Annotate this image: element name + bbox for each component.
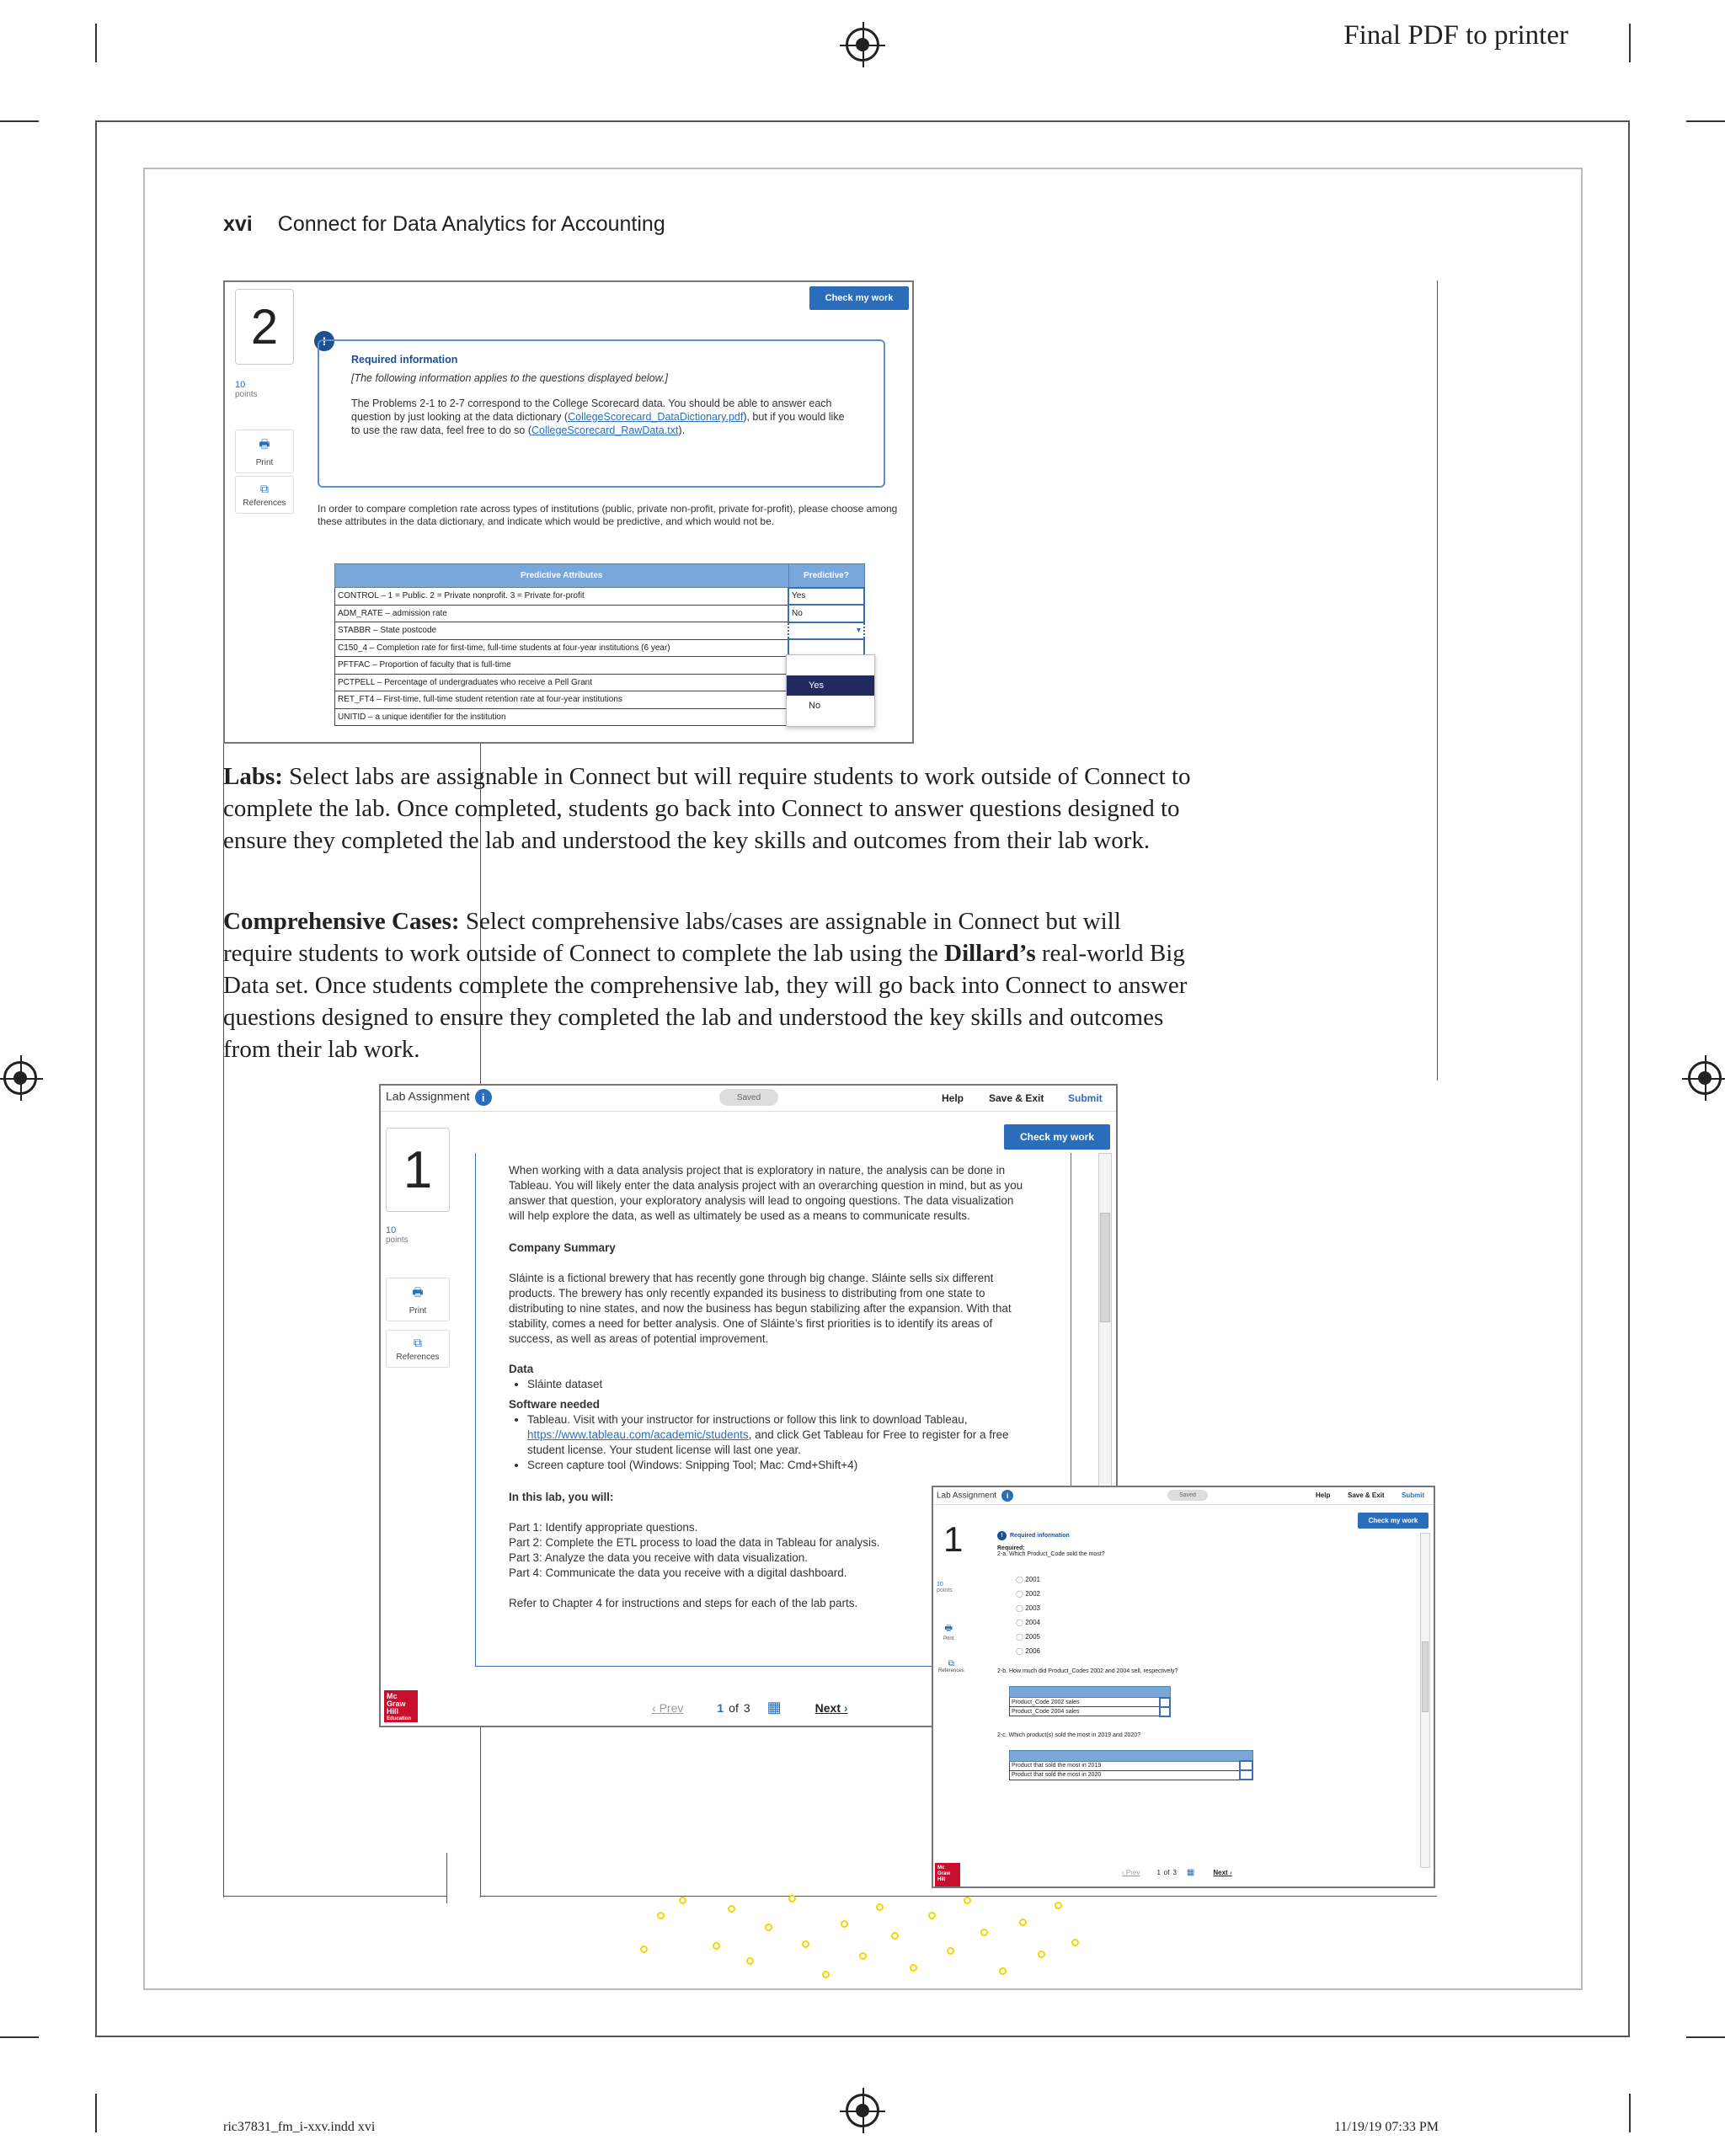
next-button[interactable] [1213, 1869, 1231, 1876]
dot-icon [1055, 1902, 1062, 1909]
radio-label: 2005 [1025, 1633, 1040, 1641]
points-value: 10 [937, 1582, 943, 1588]
check-my-work-button[interactable]: Check my work [1004, 1124, 1110, 1150]
crop-mark [1629, 24, 1631, 62]
chevron-right-icon: › [1227, 1869, 1232, 1876]
list-item: • Screen capture tool (Windows: Snipping Tool; Mac: Cmd+Shift+4) [527, 1458, 1031, 1473]
registration-mark-icon [846, 28, 879, 61]
company-text: Sláinte is a fictional brewery that has recently gone through big change. Sláinte sells six different products. The brewery has only recently expanded its business to distributing from one state to distributing to nine states, and now the business has begun stabilizing after the expansion. With that stability, comes a need for better analysis. One of Sláinte’s first priorities is to identify its areas of success, as well as areas of potential improvement. [509, 1272, 1012, 1345]
data-heading: Data [509, 1363, 534, 1375]
software-heading: Software needed [509, 1398, 601, 1411]
dot-icon [1071, 1939, 1079, 1946]
mcgraw-hill-logo [935, 1863, 960, 1886]
attribute-cell: CONTROL – 1 = Public. 2 = Private nonprofit. 3 = Private for-profit [335, 588, 789, 606]
dot-icon [999, 1967, 1007, 1975]
attribute-cell: PFTFAC – Proportion of faculty that is full-time [335, 657, 789, 675]
table-row [1010, 1761, 1253, 1770]
attribute-cell: RET_FT4 – First-time, full-time student retention rate at four-year institutions [335, 691, 789, 709]
company-heading: Company Summary [509, 1241, 616, 1254]
table-row [1010, 1698, 1171, 1707]
row-label: Product_Code 2002 sales [1010, 1698, 1160, 1707]
logo-text: Graw [387, 1700, 406, 1708]
dot-icon [822, 1971, 830, 1978]
check-my-work-button[interactable]: Check my work [809, 286, 909, 310]
table-row [335, 639, 865, 657]
attribute-cell: UNITID – a unique identifier for the institution [335, 708, 789, 726]
chevron-left-icon: ‹ [1122, 1869, 1126, 1876]
radio-label: 2002 [1025, 1590, 1040, 1598]
radio-option[interactable] [1016, 1572, 1413, 1587]
dillards-brand: Dillard’s [944, 940, 1036, 967]
radio-label: 2003 [1025, 1604, 1040, 1612]
footer-filename: ric37831_fm_i-xxv.indd xvi [223, 2120, 376, 2134]
page-current: 1 [1156, 1869, 1161, 1876]
list-item: Part 2: Complete the ETL process to load the data in Tableau for analysis. [509, 1536, 880, 1549]
radio-circle-icon: ◯ [1016, 1647, 1023, 1655]
print-label: Print [255, 458, 274, 467]
predictive-select[interactable]: No [788, 605, 864, 622]
radio-circle-icon: ◯ [1016, 1619, 1023, 1626]
toolbar-divider [381, 1111, 1116, 1112]
help-link[interactable]: Help [1316, 1492, 1331, 1499]
logo-text: Mc [937, 1865, 945, 1870]
question-2b: 2-b. How much did Product_Codes 2002 and 2004 sell, respectively? [997, 1668, 1178, 1674]
save-exit-link[interactable]: Save & Exit [1348, 1492, 1385, 1499]
table-header [1010, 1687, 1171, 1698]
print-label: Print [409, 1306, 427, 1315]
saved-status: Saved [1167, 1490, 1208, 1501]
dot-icon [1019, 1919, 1027, 1926]
points-value: 10 [386, 1225, 397, 1235]
dot-icon [746, 1957, 754, 1965]
raw-data-link[interactable]: CollegeScorecard_RawData.txt [531, 424, 679, 436]
table-header [1010, 1750, 1253, 1761]
logo-text: Education [387, 1716, 412, 1721]
dropdown-option-yes[interactable]: Yes [787, 675, 874, 696]
dot-icon [657, 1912, 665, 1919]
guide-line [1437, 280, 1438, 1081]
list-item: Part 3: Analyze the data you receive with data visualization. [509, 1551, 808, 1564]
prev-label: Prev [1125, 1869, 1140, 1876]
labs-paragraph [223, 760, 1192, 857]
next-label: Next [814, 1700, 841, 1715]
window-title: Lab Assignment [386, 1089, 470, 1103]
alert-icon: ! [314, 331, 334, 351]
scrollbar[interactable] [1420, 1533, 1430, 1868]
registration-mark-icon [3, 1061, 37, 1095]
predictive-select[interactable]: Yes [788, 588, 864, 606]
references-label: References [396, 1353, 440, 1362]
save-exit-link[interactable]: Save & Exit [989, 1092, 1044, 1104]
product-table [1009, 1750, 1253, 1781]
points [386, 1225, 409, 1245]
dot-icon [788, 1895, 796, 1903]
screenshot-required-information [223, 280, 914, 744]
required-title: Required information [1010, 1533, 1070, 1539]
next-label: Next [1213, 1869, 1228, 1876]
required-information-box [318, 339, 885, 488]
required-body-text: The Problems 2-1 to 2-7 correspond to the College Scorecard data. You should be able to answer each question by just looking at the data dictionary ( [351, 398, 832, 423]
prev-button[interactable] [652, 1701, 683, 1715]
dot-icon [876, 1903, 884, 1911]
dot-icon [802, 1940, 809, 1948]
required-body-text: ), but if you would like to use the raw data, feel free to do so ( [351, 411, 845, 436]
table-row [1010, 1770, 1253, 1780]
chevron-right-icon: › [841, 1700, 848, 1715]
window-title: Lab Assignment [937, 1491, 997, 1501]
table-row [1010, 1707, 1171, 1716]
rule-line [223, 1896, 446, 1897]
software-list [527, 1412, 1031, 1473]
radio-label: 2006 [1025, 1647, 1040, 1655]
references-button[interactable] [938, 1659, 964, 1673]
dropdown-blank-option[interactable] [787, 655, 874, 675]
column-header: Predictive? [788, 564, 864, 588]
logo-text: Hill [937, 1877, 946, 1882]
pagination [652, 1699, 848, 1716]
radio-option[interactable] [1016, 1601, 1413, 1615]
question-text: In order to compare completion rate across types of institutions (public, private non-profit, private for-profit), please choose among these attributes in the data dictionary, and indicate which would be predictive, and which would not be. [318, 503, 898, 527]
crop-mark [1686, 2036, 1725, 2038]
dot-icon [713, 1942, 720, 1950]
print-button[interactable] [386, 1278, 450, 1321]
chevron-down-icon: ▾ [856, 626, 861, 636]
table-row [335, 674, 865, 691]
radio-label: 2001 [1025, 1576, 1040, 1583]
scrollbar-thumb[interactable] [1422, 1641, 1429, 1712]
printer-icon: 🖶 [944, 1624, 953, 1633]
submit-link[interactable]: Submit [1068, 1092, 1103, 1104]
attribute-cell: ADM_RATE – admission rate [335, 605, 789, 622]
crop-mark [0, 120, 39, 122]
submit-link[interactable]: Submit [1402, 1492, 1425, 1499]
crop-mark [95, 24, 97, 62]
table-row [335, 708, 865, 726]
labs-text: Select labs are assignable in Connect but will require students to work outside of Connect to complete the lab. Once completed, students go back into Connect to answer questions designed to ensure they completed the lab and understood the key skills and outcomes from their lab work. [223, 763, 1191, 854]
prev-button[interactable] [1122, 1869, 1140, 1876]
copy-icon: ⧉ [948, 1659, 954, 1668]
attribute-cell: C150_4 – Completion rate for first-time, full-time students at four-year institutions (6 year) [335, 639, 789, 657]
predictive-dropdown-menu [786, 654, 875, 727]
grid-icon[interactable]: ▦ [1186, 1868, 1195, 1877]
attribute-cell: PCTPELL – Percentage of undergraduates who receive a Pell Grant [335, 674, 789, 691]
crop-mark [1686, 120, 1725, 122]
table-row [335, 691, 865, 709]
radio-label: 2004 [1025, 1619, 1040, 1626]
saved-status: Saved [719, 1089, 778, 1106]
logo-text: Graw [937, 1871, 951, 1876]
question-2c: 2-c. Which product(s) sold the most in 2019 and 2020? [997, 1732, 1141, 1738]
column-header: Predictive Attributes [335, 564, 789, 588]
question-number: 1 [386, 1128, 450, 1212]
registration-mark-icon [1688, 1061, 1722, 1095]
cases-term: Comprehensive Cases: [223, 908, 460, 935]
footer-timestamp: 11/19/19 07:33 PM [1334, 2120, 1439, 2134]
page-total: 3 [743, 1700, 750, 1715]
page-total: 3 [1172, 1869, 1177, 1876]
lab-assignment-title [937, 1490, 1013, 1502]
refer-text: Refer to Chapter 4 for instructions and steps for each of the lab parts. [509, 1597, 858, 1609]
table-row [335, 605, 865, 622]
check-my-work-button[interactable]: Check my work [1358, 1513, 1429, 1529]
software-text: , and click Get Tableau for Free to register for a free student license. Your student license will last one year. [527, 1428, 1009, 1456]
crop-mark [95, 2094, 97, 2132]
year-radio-list [1016, 1572, 1413, 1658]
guide-line [446, 1853, 447, 1903]
required-note: [The following information applies to the questions displayed below.] [351, 372, 668, 384]
row-label: Product that sold the most in 2019 [1010, 1761, 1241, 1770]
intro-text: When working with a data analysis project that is exploratory in nature, the analysis can be done in Tableau. You will likely enter the data analysis project with an overarching question in mind, but as you answer that question, your exploratory analysis will lead to ongoing questions. The data visualization will help explore the data, as well as ultimately be used as a means to communicate results. [509, 1164, 1023, 1222]
dot-icon [640, 1945, 648, 1953]
cases-text: Select comprehensive labs/cases are assignable in Connect but will require students to work outside of Connect to complete the lab using the [223, 908, 1121, 967]
page-of: of [729, 1700, 739, 1715]
crop-mark [0, 2036, 39, 2038]
dropdown-option-no[interactable]: No [809, 701, 821, 711]
answer-input[interactable] [1160, 1698, 1170, 1707]
table-row [335, 622, 865, 640]
list-item: Part 4: Communicate the data you receive with a digital dashboard. [509, 1566, 847, 1579]
prev-label: Prev [659, 1700, 684, 1715]
running-head [223, 212, 665, 237]
list-item: Part 1: Identify appropriate questions. [509, 1521, 698, 1534]
predictive-select-open[interactable] [788, 622, 864, 640]
required-body-text: ). [678, 424, 686, 436]
mcgraw-hill-logo [384, 1690, 418, 1722]
tableau-link[interactable]: https://www.tableau.com/academic/students [527, 1428, 749, 1441]
decorative-dots [623, 1886, 1112, 1988]
page-current: 1 [717, 1700, 724, 1715]
question-number: 1 [943, 1519, 964, 1559]
list-item: • Sláinte dataset [527, 1377, 1031, 1392]
question-number: 2 [235, 289, 294, 365]
references-label: References [938, 1668, 964, 1673]
chevron-left-icon: ‹ [652, 1700, 660, 1715]
printer-header: Final PDF to printer [1343, 20, 1568, 51]
cases-text: real-world Big Data set. Once students complete the comprehensive lab, they will go back into Connect to answer questions designed to ensure they completed the lab and understood the key skills and outcomes from their lab work. [223, 940, 1188, 1063]
dot-icon [891, 1932, 899, 1940]
copy-icon: ⧉ [260, 482, 269, 495]
page-of: of [1163, 1869, 1170, 1876]
row-label: Product_Code 2004 sales [1010, 1707, 1160, 1716]
attribute-cell: STABBR – State postcode [335, 622, 789, 640]
dot-icon [728, 1905, 735, 1913]
lab-assignment-title [386, 1089, 492, 1106]
radio-option[interactable] [1016, 1587, 1413, 1601]
table-row [335, 588, 865, 606]
help-link[interactable]: Help [942, 1092, 964, 1104]
radio-circle-icon: ◯ [1016, 1576, 1023, 1583]
points-label: points [386, 1235, 409, 1245]
registration-mark-icon [846, 2094, 879, 2127]
dot-icon [964, 1897, 971, 1904]
points [937, 1582, 953, 1593]
grid-icon[interactable]: ▦ [766, 1699, 782, 1716]
sales-table [1009, 1686, 1171, 1717]
answer-input[interactable] [1240, 1770, 1252, 1780]
answer-input[interactable] [1240, 1761, 1252, 1770]
labs-term: Labs: [223, 763, 283, 790]
table-row [335, 657, 865, 675]
info-icon[interactable]: i [1001, 1490, 1013, 1502]
required-body [351, 397, 852, 437]
references-button[interactable] [386, 1330, 450, 1368]
required-info [997, 1531, 1413, 1540]
answer-input[interactable] [1160, 1707, 1170, 1716]
radio-option[interactable] [1016, 1644, 1413, 1658]
points-label: points [937, 1588, 953, 1593]
print-label: Print [943, 1636, 954, 1641]
print-button[interactable] [943, 1622, 953, 1641]
next-button[interactable] [815, 1701, 848, 1715]
question-2a: 2-a. Which Product_Code sold the most? [997, 1551, 1105, 1557]
required-label: Required: [997, 1545, 1025, 1551]
scrollbar-thumb[interactable] [1100, 1213, 1110, 1322]
dot-icon [928, 1912, 936, 1919]
radio-circle-icon: ◯ [1016, 1604, 1023, 1612]
toolbar-divider [933, 1504, 1434, 1505]
dot-icon [841, 1920, 848, 1928]
software-text: Tableau. Visit with your instructor for instructions or follow this link to download Tableau, [527, 1413, 968, 1426]
dot-icon [980, 1929, 988, 1936]
screenshot-lab-assignment-questions [932, 1486, 1435, 1888]
info-icon[interactable]: i [475, 1089, 492, 1106]
lab-heading: In this lab, you will: [509, 1491, 614, 1503]
radio-circle-icon: ◯ [1016, 1590, 1023, 1598]
crop-mark [1629, 2094, 1631, 2132]
dot-icon [947, 1947, 954, 1955]
pagination [1122, 1868, 1232, 1877]
references-label: References [243, 499, 286, 508]
alert-icon: ! [997, 1531, 1007, 1540]
questions-content [997, 1531, 1413, 1780]
page-number: xvi [223, 212, 253, 236]
dot-icon [859, 1952, 867, 1960]
dot-icon [910, 1964, 917, 1972]
list-item [527, 1412, 1031, 1458]
printer-icon: 🖶 [259, 437, 270, 451]
points-label: points [235, 390, 258, 399]
dot-icon [679, 1897, 686, 1904]
radio-option[interactable] [1016, 1615, 1413, 1630]
copy-icon: ⧉ [414, 1336, 422, 1349]
data-list [527, 1377, 1031, 1392]
dot-icon [765, 1924, 772, 1931]
running-head-title: Connect for Data Analytics for Accounting [277, 212, 665, 236]
points [235, 380, 258, 399]
references-button[interactable] [235, 476, 294, 514]
print-button[interactable] [235, 430, 294, 473]
radio-option[interactable] [1016, 1630, 1413, 1644]
printer-icon: 🖶 [412, 1285, 424, 1299]
required-title: Required information [351, 354, 458, 366]
row-label: Product that sold the most in 2020 [1010, 1770, 1241, 1780]
logo-text: Mc [387, 1692, 398, 1700]
points-value: 10 [235, 380, 246, 390]
logo-text: Hill [387, 1707, 399, 1716]
radio-circle-icon: ◯ [1016, 1633, 1023, 1641]
dot-icon [1038, 1951, 1045, 1958]
cases-paragraph [223, 905, 1192, 1065]
data-dictionary-link[interactable]: CollegeScorecard_DataDictionary.pdf [568, 411, 744, 423]
